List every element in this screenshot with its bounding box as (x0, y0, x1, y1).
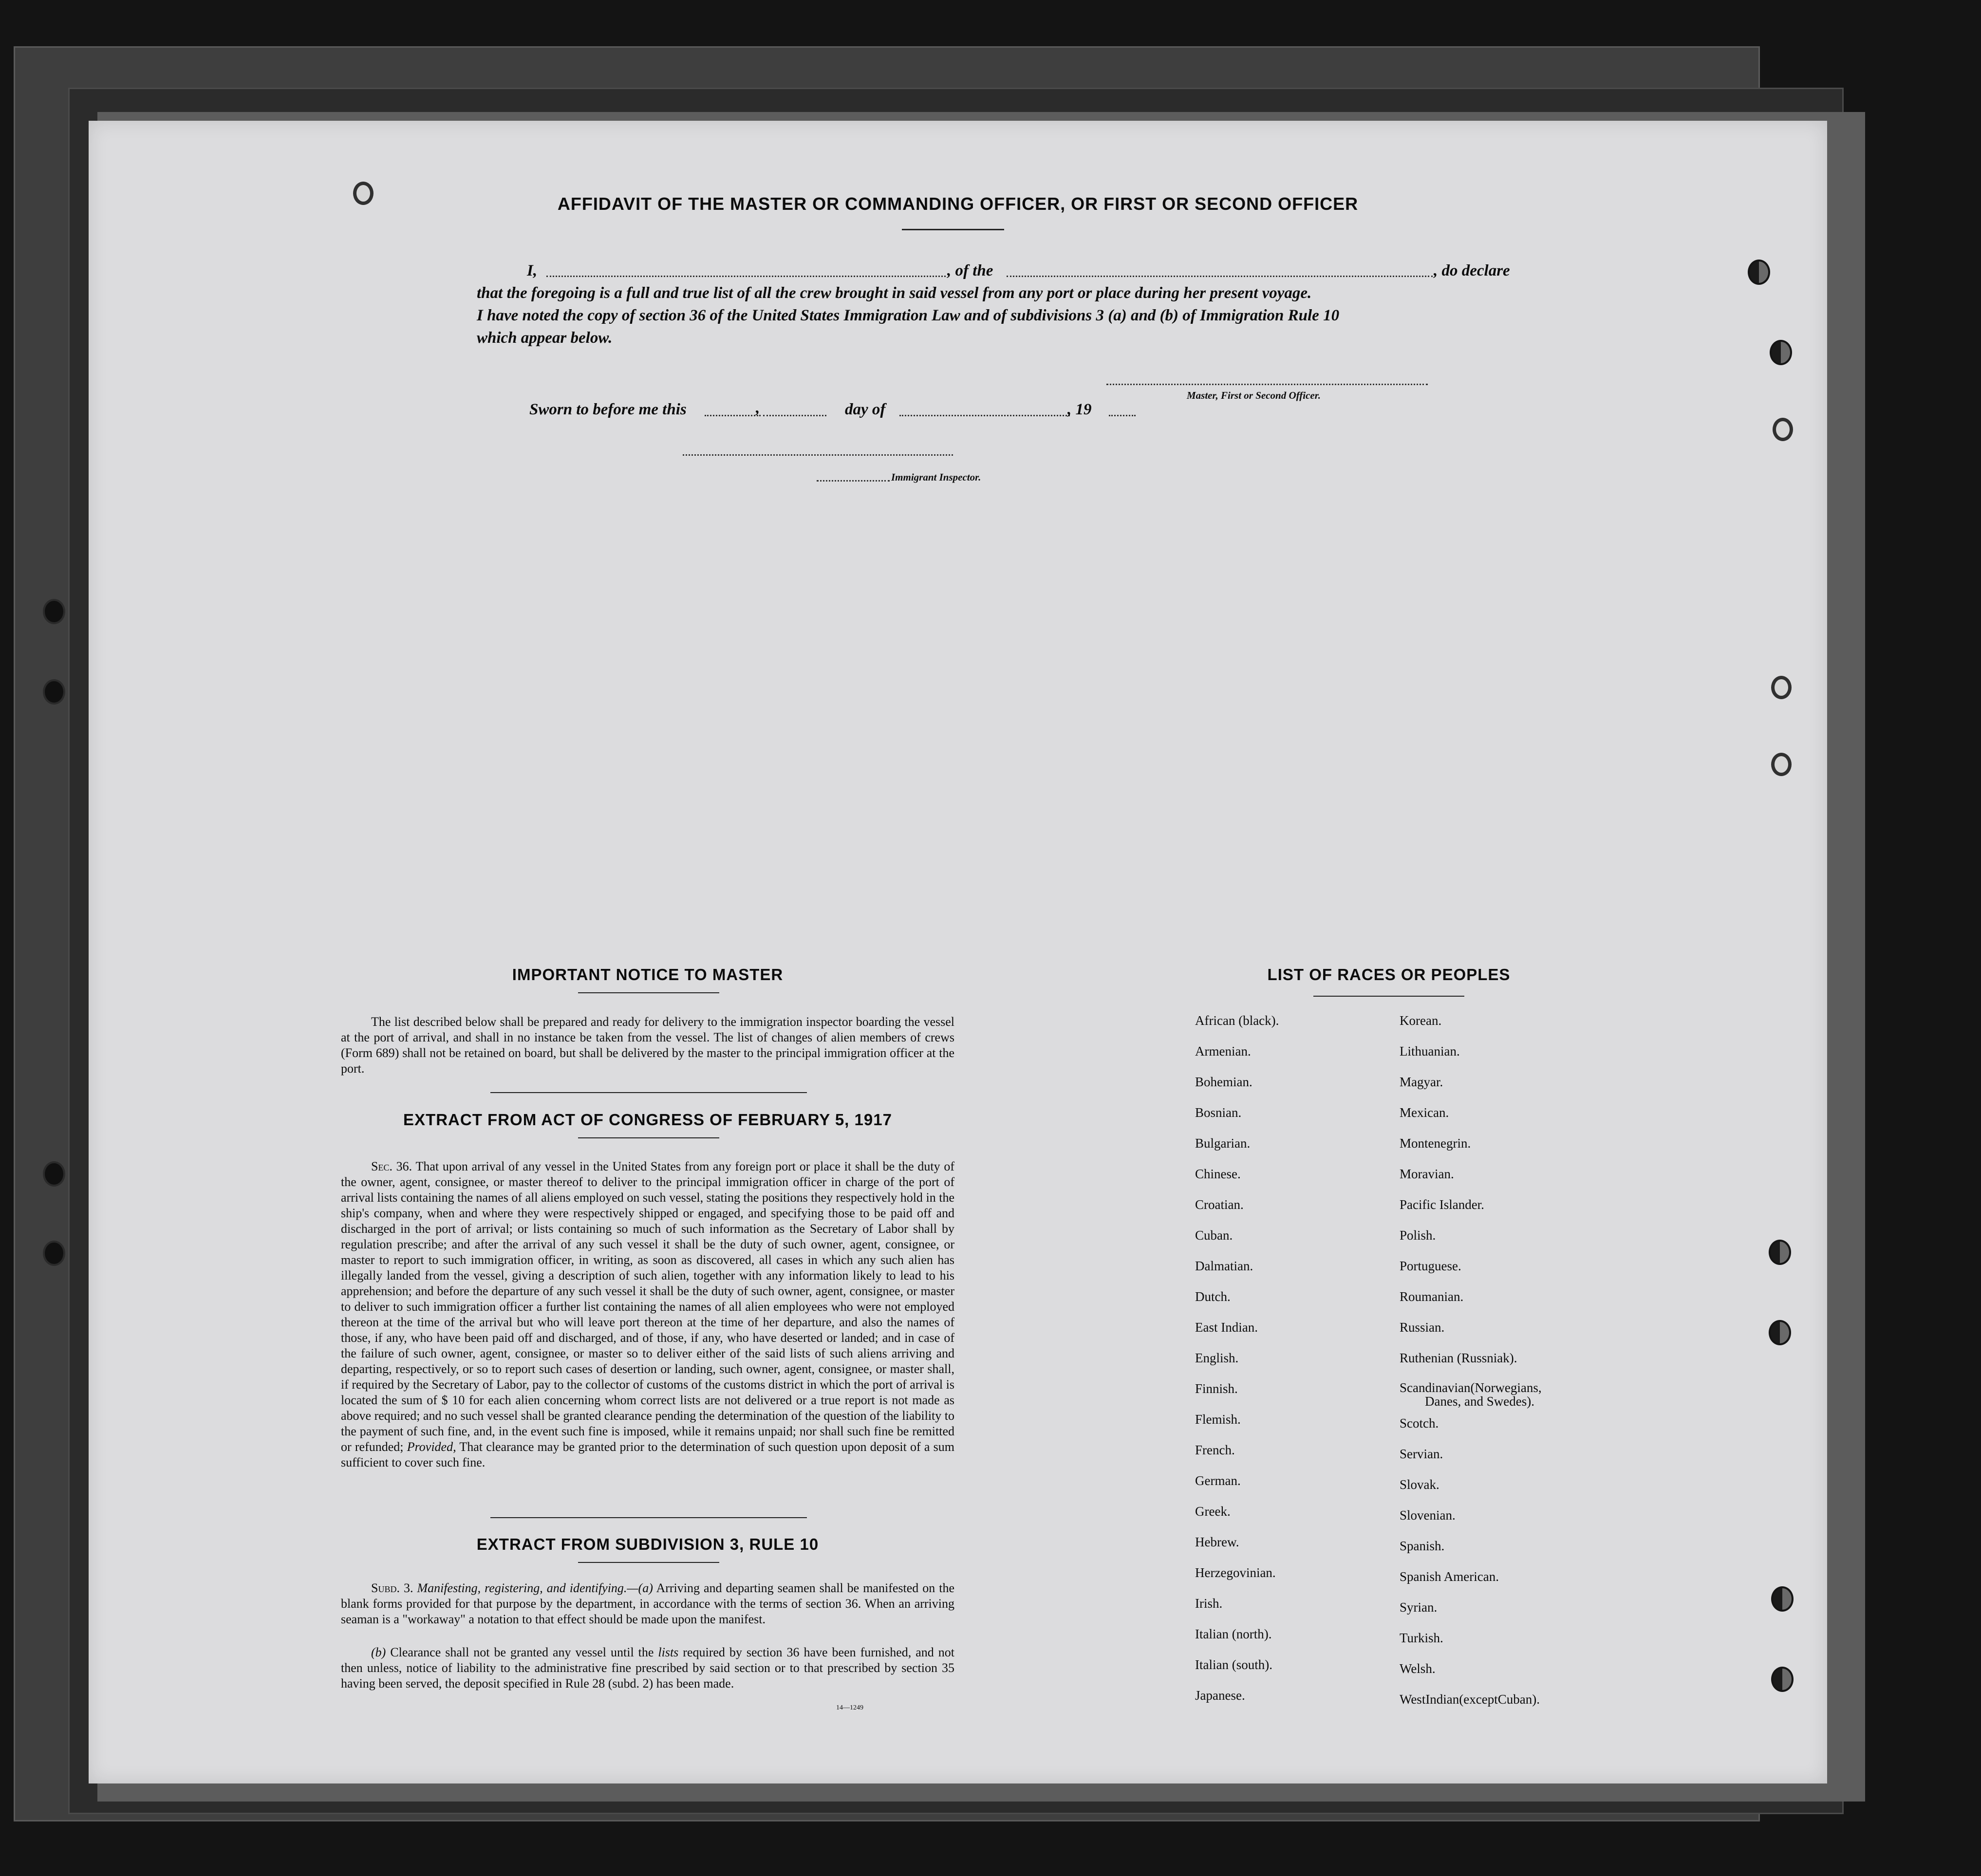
punch-hole (1771, 1586, 1794, 1612)
rule-text-a (341, 1580, 954, 1627)
act-body-end: That clearance may be granted prior to the determination of such question upon deposit of a sum sufficient to cover such fine. (341, 1440, 955, 1469)
race-item: Flemish. (1195, 1412, 1241, 1427)
race-item: Bohemian. (1195, 1075, 1252, 1089)
punch-hole (43, 1241, 65, 1266)
act-body: That upon arrival of any vessel in the United States from any foreign port or place it shall be the duty of the owner, agent, consignee, or master thereof to deliver to the principal immigration officer in charge of the port of arrival lists containing the names of all aliens employed on such vessel, stating the positions they respectively hold in the ship's company, when and where they were respectively shipped or engaged, and specifying those to be paid off and discharged in the port of arrival; or lists containing so much of such information as the Secretary of Labor shall by regulation prescribe; and after the arrival of any such vessel it shall be the duty of such owner, agent, consignee, or master to report to such immigration officer, in writing, as soon as discovered, all cases in which any such alien has illegally landed from the vessel, giving a description of such alien, together with any information likely to lead to his apprehension; and before the departure of any such vessel it shall be the duty of such owner, agent, consignee, or master to deliver to such immigration officer a further list containing the names of all alien employees who were not employed thereon at the time of the arrival but who will leave port thereon at the time of her departure, and also the names of those, if any, who have been paid off and discharged, and of those, if any, who have deserted or landed; and in case of the failure of such owner, agent, consignee, or master so to deliver either of the said lists of such aliens arriving and departing, respectively, or so to report such cases of desertion or landing, such owner, agent, consignee, or master shall, if required by the Secretary of Labor, pay to the collector of customs of the customs district in which the port of arrival is located the sum of $ 10 for each alien concerning whom correct lists are not delivered or a true report is not made as above required; and no such vessel shall be granted clearance pending the determination of the question of the liability to the payment of such fine, and, in the event such fine is imposed, while it remains unpaid; nor shall such fine be remitted or refunded; (341, 1159, 954, 1454)
race-item: African (black). (1195, 1013, 1279, 1028)
race-item: Moravian. (1400, 1167, 1454, 1181)
b-label: (b) (371, 1645, 386, 1659)
race-item: Scandinavian(Norwegians, (1400, 1380, 1542, 1395)
race-item: Italian (north). (1195, 1627, 1272, 1641)
rule-body-b2: required by section 36 have been furnished, and not then unless, notice of liability to the administrative fine prescribed by said section or to that prescribed by section 35 having been served, the deposit specified in Rule 28 (subd. 2) has been made. (341, 1645, 955, 1690)
act-text (341, 1159, 954, 1470)
sworn-day-field-2[interactable] (763, 415, 826, 416)
race-item: Bosnian. (1195, 1105, 1242, 1120)
form-number: 14—1249 (836, 1704, 863, 1711)
race-item: Herzegovinian. (1195, 1565, 1276, 1580)
section-divider (490, 1092, 807, 1093)
race-item: Syrian. (1400, 1600, 1438, 1615)
subdivision-title: Manifesting, registering, and identifying.—(a) (417, 1581, 653, 1595)
provided-label: Provided, (407, 1440, 456, 1454)
sworn-label: Sworn to before me this (529, 401, 687, 418)
race-item: Spanish American. (1400, 1569, 1499, 1584)
declarant-label: I, (527, 262, 538, 279)
vessel-name-field[interactable] (1007, 276, 1433, 277)
race-item: Japanese. (1195, 1688, 1245, 1703)
punch-hole (1771, 676, 1792, 699)
race-item: Turkish. (1400, 1631, 1443, 1645)
race-item: Pacific Islander. (1400, 1197, 1484, 1212)
race-item: Bulgarian. (1195, 1136, 1251, 1151)
race-item: East Indian. (1195, 1320, 1258, 1335)
declarant-name-field[interactable] (546, 276, 946, 277)
master-caption: Master, First or Second Officer. (1187, 390, 1321, 401)
race-item: English. (1195, 1351, 1239, 1365)
year-label: , 19 (1067, 401, 1092, 418)
notice-heading: IMPORTANT NOTICE TO MASTER (512, 966, 784, 984)
race-item: Slovenian. (1400, 1508, 1456, 1523)
race-item: Armenian. (1195, 1044, 1251, 1059)
race-item: Korean. (1400, 1013, 1442, 1028)
notice-text: The list described below shall be prepared and ready for delivery to the immigration inspector boarding the vessel at the port of arrival, and shall in no instance be taken from the vessel. The list of changes of alien members of crews (Form 689) shall not be retained on board, but shall be delivered by the master to the principal immigration officer at the port. (341, 1015, 954, 1076)
races-rule (1313, 996, 1464, 997)
act-heading: EXTRACT FROM ACT OF CONGRESS OF FEBRUARY 5, 1917 (403, 1111, 892, 1129)
race-item: Cuban. (1195, 1228, 1233, 1243)
declaration-line: that the foregoing is a full and true list of all the crew brought in said vessel from any port or place during her present voyage. (477, 284, 1312, 302)
punch-hole (1771, 1667, 1794, 1692)
race-item: Welsh. (1400, 1661, 1436, 1676)
race-item: German. (1195, 1473, 1241, 1488)
punch-hole (1773, 418, 1793, 441)
race-item: Mexican. (1400, 1105, 1449, 1120)
race-item: French. (1195, 1443, 1235, 1457)
race-item: Roumanian. (1400, 1289, 1464, 1304)
race-item: Greek. (1195, 1504, 1231, 1519)
inspector-signature-field[interactable] (683, 454, 953, 456)
title-rule (902, 229, 1004, 230)
punch-hole (43, 599, 65, 624)
race-item: Polish. (1400, 1228, 1436, 1243)
races-heading: LIST OF RACES OR PEOPLES (1267, 966, 1511, 984)
race-item: Hebrew. (1195, 1535, 1239, 1549)
lists-word: lists (658, 1645, 679, 1659)
race-item: Croatian. (1195, 1197, 1244, 1212)
of-the-label: , of the (947, 262, 993, 279)
do-declare-label: , do declare (1434, 262, 1510, 279)
sworn-month-field[interactable] (899, 415, 1070, 416)
inspector-name-field[interactable] (817, 480, 890, 482)
declaration-line: which appear below. (477, 329, 613, 347)
race-item: Magyar. (1400, 1075, 1443, 1089)
race-item: WestIndian(exceptCuban). (1400, 1692, 1540, 1707)
rule-rule (578, 1562, 719, 1563)
rule-body-b1: Clearance shall not be granted any vessel until the (390, 1645, 654, 1659)
sworn-day-field[interactable] (705, 415, 761, 416)
section-divider (490, 1517, 807, 1518)
race-item: Dalmatian. (1195, 1259, 1253, 1273)
race-item: Ruthenian (Russniak). (1400, 1351, 1517, 1365)
race-item-continuation: Danes, and Swedes). (1425, 1394, 1534, 1409)
punch-hole (1769, 1320, 1791, 1345)
declaration-line: I have noted the copy of section 36 of the United States Immigration Law and of subdivisions 3 (a) and (b) of Immigration Rule 10 (477, 307, 1340, 324)
form-page (89, 121, 1827, 1783)
day-of-label: day of (845, 401, 886, 418)
rule-text-b (341, 1645, 954, 1691)
race-item: Dutch. (1195, 1289, 1231, 1304)
punch-hole (43, 679, 65, 705)
race-item: Finnish. (1195, 1381, 1238, 1396)
race-item: Lithuanian. (1400, 1044, 1460, 1059)
rule-heading: EXTRACT FROM SUBDIVISION 3, RULE 10 (476, 1535, 819, 1553)
sworn-comma: , (756, 399, 760, 417)
punch-hole (1770, 340, 1792, 365)
race-item: Russian. (1400, 1320, 1445, 1335)
act-rule (578, 1137, 719, 1138)
punch-hole (1748, 260, 1770, 285)
affidavit-title: AFFIDAVIT OF THE MASTER OR COMMANDING OFFICER, OR FIRST OR SECOND OFFICER (557, 194, 1359, 214)
race-item: Portuguese. (1400, 1259, 1461, 1273)
notice-rule (578, 992, 719, 993)
section-label: Sec. 36. (371, 1159, 412, 1173)
race-item: Italian (south). (1195, 1657, 1272, 1672)
race-item: Servian. (1400, 1447, 1443, 1461)
rule-body-a: Arriving and departing seamen shall be manifested on the blank forms provided for that purpose by the department, in accordance with the terms of section 36. When an arriving seaman is a "workaway" a notation to that effect should be made upon the manifest. (341, 1581, 954, 1626)
race-item: Slovak. (1400, 1477, 1439, 1492)
race-item: Chinese. (1195, 1167, 1241, 1181)
punch-hole (1769, 1240, 1791, 1265)
race-item: Montenegrin. (1400, 1136, 1471, 1151)
inspector-caption: Immigrant Inspector. (891, 471, 981, 483)
punch-hole (43, 1161, 65, 1187)
punch-hole (1771, 753, 1792, 776)
sworn-year-field[interactable] (1109, 415, 1136, 416)
subdivision-label: Subd. 3. (371, 1581, 413, 1595)
master-signature-field[interactable] (1106, 384, 1428, 385)
race-item: Spanish. (1400, 1539, 1445, 1553)
race-item: Scotch. (1400, 1416, 1439, 1430)
race-item: Irish. (1195, 1596, 1223, 1611)
